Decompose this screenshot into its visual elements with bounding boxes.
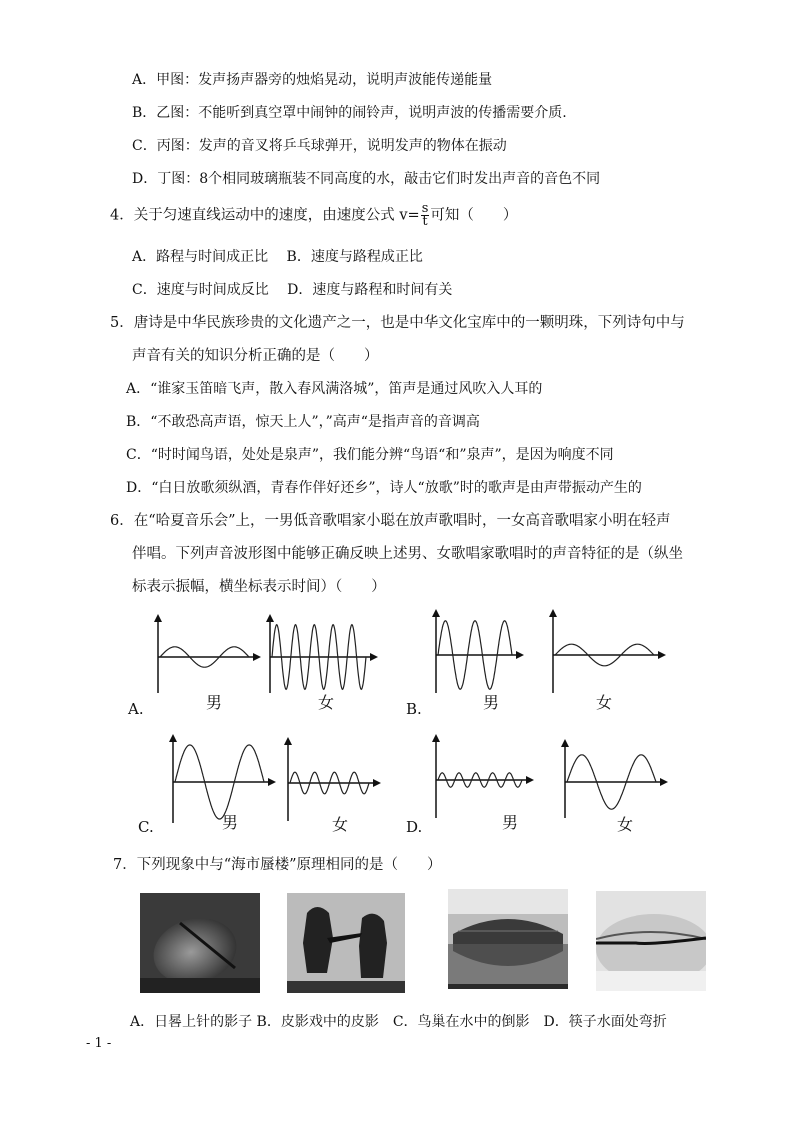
q6-option-c-label: C. [138,818,154,836]
q6-stem-line1: 6．在“哈夏音乐会”上，一男低音歌唱家小聪在放声歌唱时，一女高音歌唱家小明在轻声 [110,513,671,529]
x-axis-arrow [373,779,381,787]
q7-stem: 7．下列现象中与“海市蜃楼”原理相同的是（ ） [113,857,442,873]
y-axis-arrow [154,614,162,622]
q4-frac-numerator: s [421,201,429,216]
q6-stem-line2: 伴唱。下列声音波形图中能够正确反映上述男、女歌唱家歌唱时的声音特征的是（纵坐 [132,546,683,562]
y-axis-arrow [169,734,177,742]
q4-stem [110,203,517,228]
q3-option-a: A．甲图：发声扬声器旁的烛焰晃动，说明声波能传递能量 [132,72,493,88]
q3-option-b: B．乙图：不能听到真空罩中闹钟的闹铃声，说明声波的传播需要介质. [132,105,567,121]
y-axis-arrow [561,739,569,747]
q6-option-b-label: B. [406,700,422,718]
photo-sundial [140,893,260,993]
q4-formula-fraction [421,203,430,228]
graph-d-male-label: 男 [502,813,519,832]
x-axis-arrow [660,778,668,786]
q3-option-d: D．丁图：8个相同玻璃瓶装不同高度的水，敲击它们时发出声音的音色不同 [132,171,601,187]
graph-a-male-label: 男 [206,693,223,712]
q5-stem-line1: 5．唐诗是中华民族珍贵的文化遗产之一，也是中华文化宝库中的一颗明珠，下列诗句中与 [110,315,685,331]
graph-b-female [545,605,670,695]
q3-option-c: C．丙图：发声的音叉将乒乓球弹开，说明发声的物体在振动 [132,138,507,154]
q4-frac-denominator: t [422,214,428,229]
graph-b-male-label: 男 [483,693,500,712]
x-axis-arrow [370,653,378,661]
photo-chopsticks-bending [596,891,706,991]
q5-option-c: C．“时时闻鸟语，处处是泉声”，我们能分辨“鸟语“和”泉声”，是因为响度不同 [126,447,614,463]
q4-stem-before: 4．关于匀速直线运动中的速度，由速度公式 v= [110,207,420,224]
q5-stem-line2: 声音有关的知识分析正确的是（ ） [132,348,379,364]
q4-options-row1: A．路程与时间成正比 B．速度与路程成正比 [132,249,423,265]
graph-b-male [428,605,528,695]
q6-option-d-label: D. [406,818,423,836]
q6-option-a-label: A. [128,700,144,718]
photo-birds-nest-reflection [448,889,568,989]
graph-c-male-label: 男 [222,813,239,832]
graph-a-female-label: 女 [318,693,335,712]
graph-d-female-label: 女 [617,815,634,834]
q5-option-d: D．“白日放歌须纵酒，青春作伴好还乡”，诗人“放歌”时的歌声是由声带振动产生的 [126,480,642,496]
graph-d-male [428,730,538,820]
y-axis-arrow [549,609,557,617]
q7-options: A．日晷上针的影子 B．皮影戏中的皮影 C．鸟巢在水中的倒影 D．筷子水面处弯折 [130,1014,667,1030]
graph-b-female-label: 女 [596,693,613,712]
x-axis-arrow [253,653,261,661]
q5-option-a: A．“谁家玉笛暗飞声，散入春风满洛城”，笛声是通过风吹入人耳的 [126,381,543,397]
y-axis-arrow [432,609,440,617]
x-axis-arrow [268,778,276,786]
y-axis-arrow [432,734,440,742]
q4-stem-after: 可知（ ） [430,207,518,224]
q6-stem-line3: 标表示振幅，横坐标表示时间）（ ） [132,579,386,595]
x-axis-arrow [658,651,666,659]
photo-shadow-puppet [287,893,405,993]
y-axis-arrow [284,737,292,745]
x-axis-arrow [526,776,534,784]
graph-a-male [150,610,265,695]
q5-option-b: B．“不敢恐高声语，惊天上人”，”高声“是指声音的音调高 [126,414,480,430]
y-axis-arrow [266,614,274,622]
graph-d-female [557,735,672,820]
graph-c-female [280,733,385,823]
graph-c-female-label: 女 [332,815,349,834]
q4-options-row2: C．速度与时间成反比 D．速度与路程和时间有关 [132,282,453,298]
graph-a-female [262,610,382,695]
page-number: - 1 - [86,1036,112,1051]
x-axis-arrow [516,651,524,659]
